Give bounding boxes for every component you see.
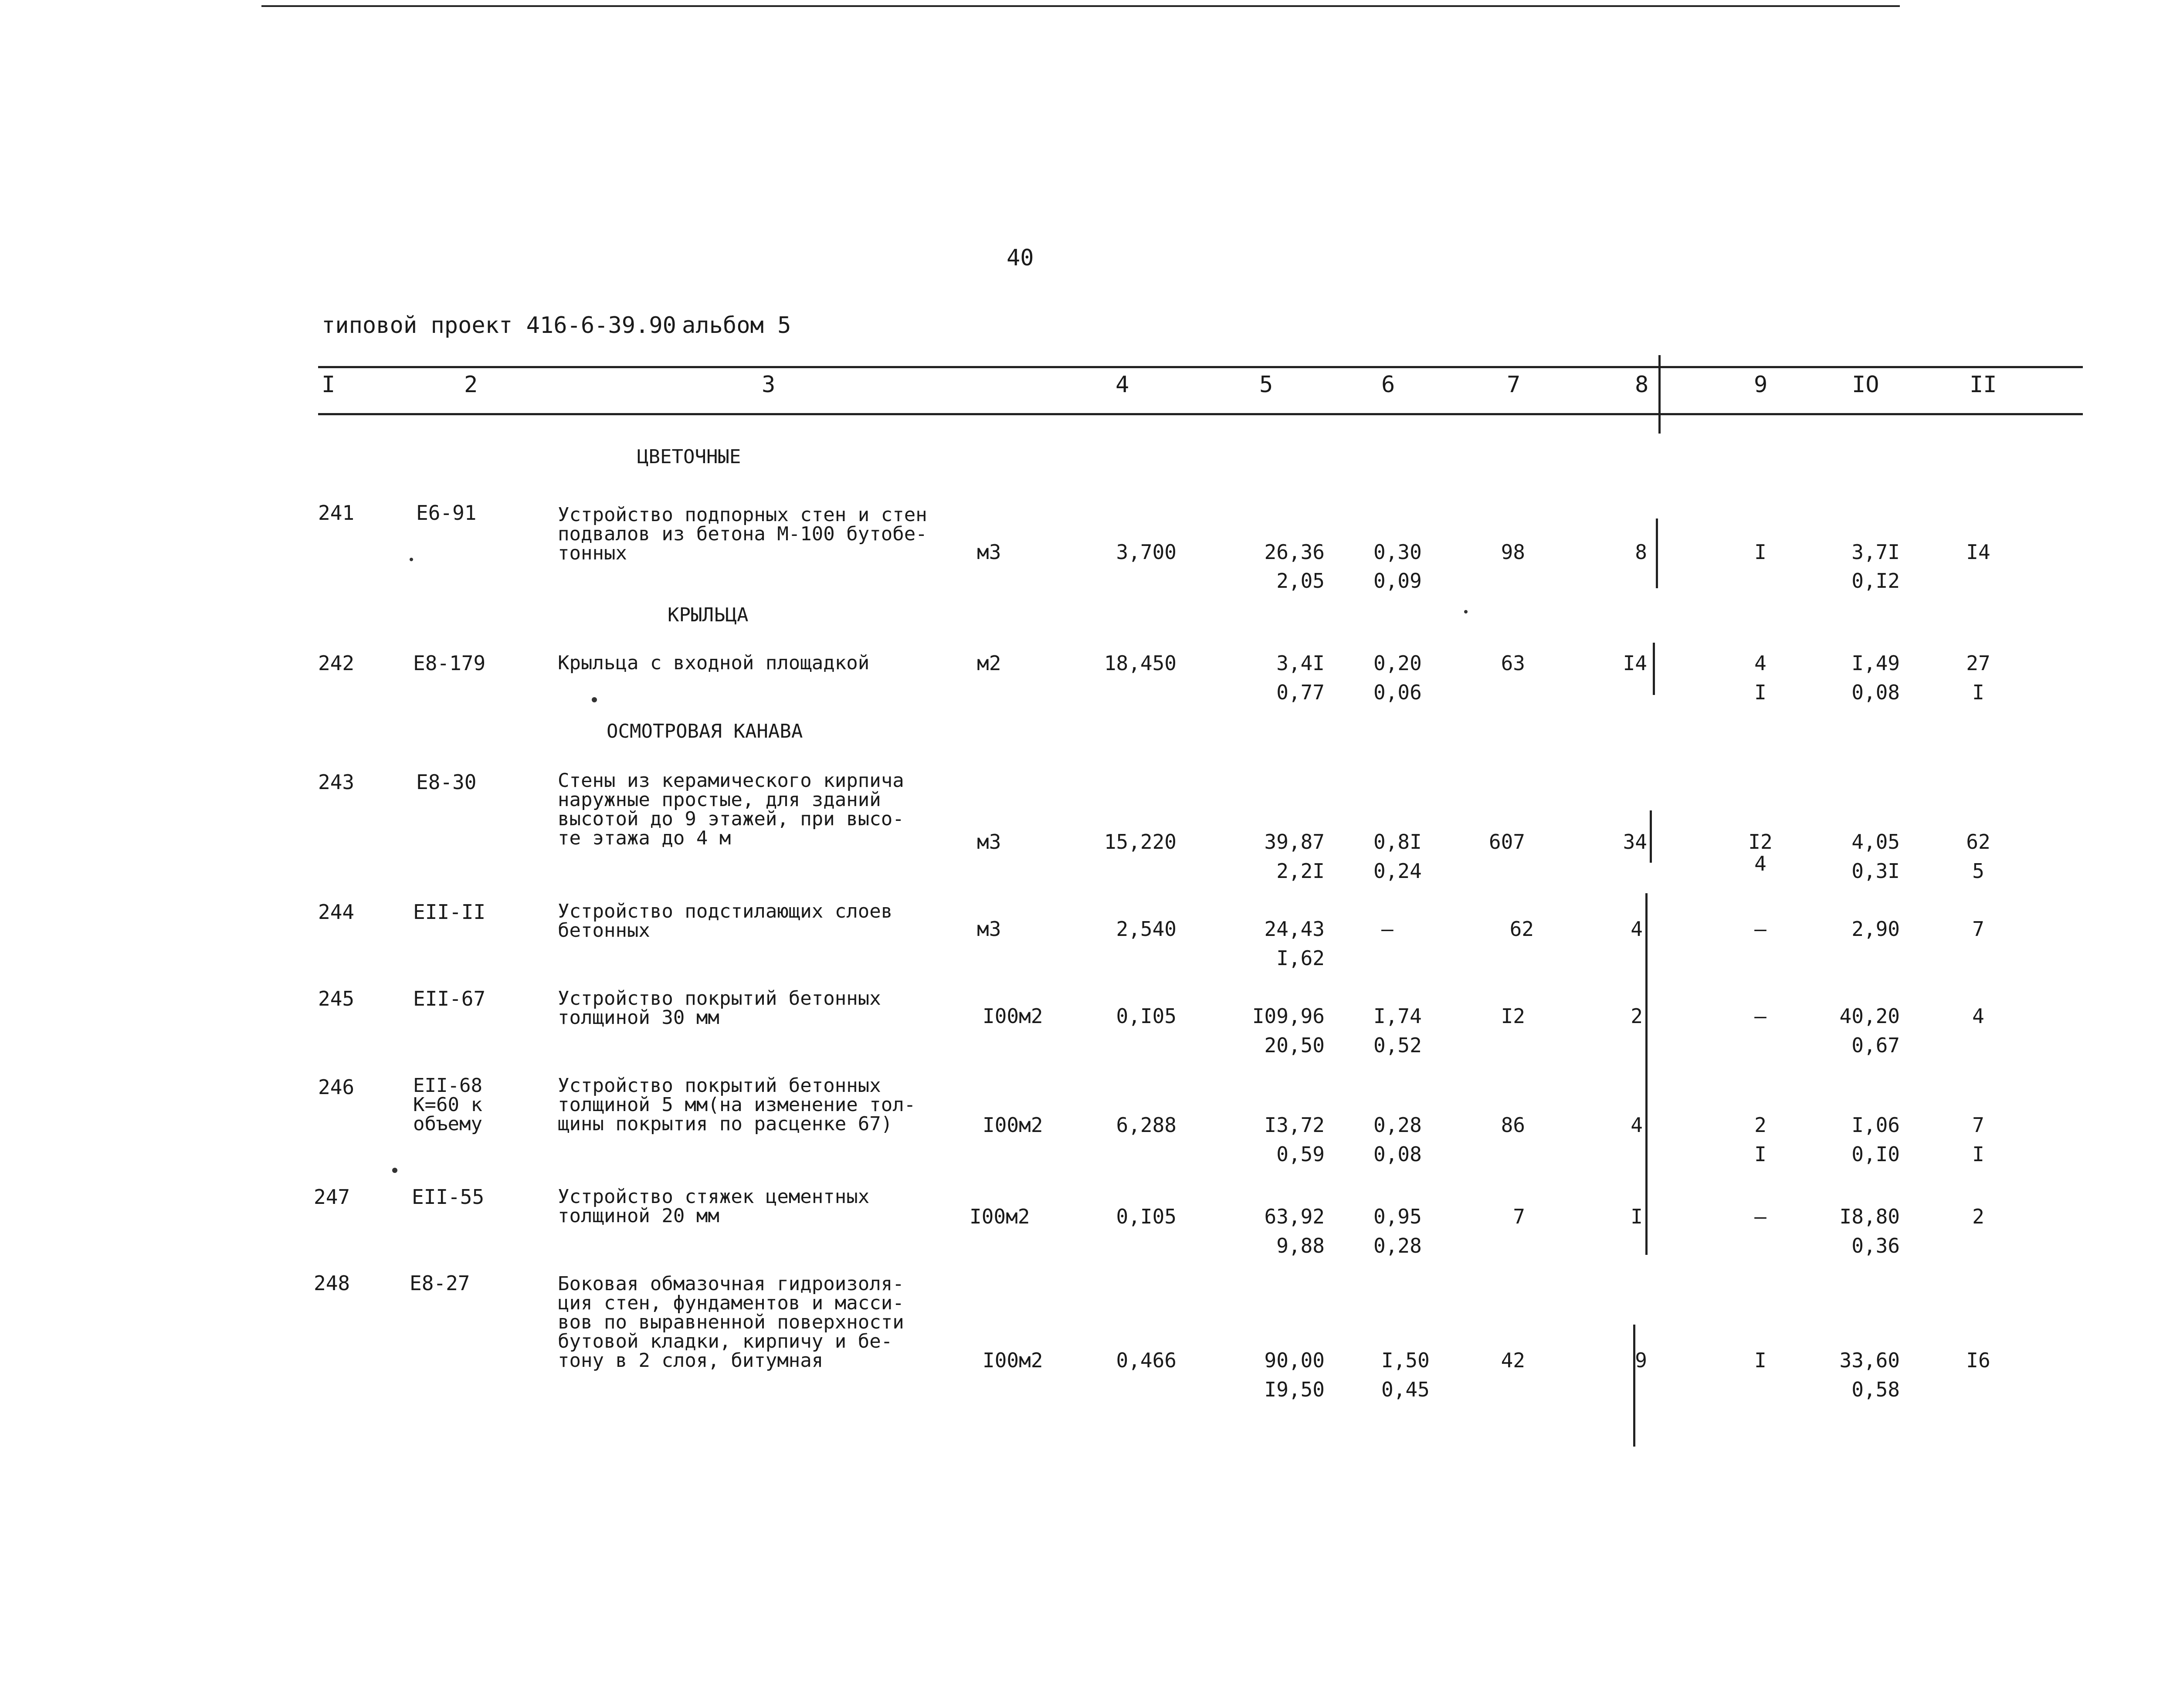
row-code-line: объему [413,1113,482,1135]
row-c11-top: 7 [1972,917,1984,941]
row-c9-bottom: I [1754,1142,1767,1166]
row-description-line: высотой до 9 этажей, при высо- [558,808,904,830]
row-c5-bottom: 0,77 [1276,681,1325,704]
col-divider-241 [1656,518,1658,588]
row-unit: м2 [977,651,1001,675]
row-c5-bottom: 2,2I [1276,859,1325,883]
row-number: 247 [314,1185,350,1209]
row-quantity: 18,450 [1104,651,1177,675]
row-description-line: Устройство подстилающих слоев [558,900,893,922]
row-c7: 42 [1501,1349,1525,1372]
row-description-line: Крыльца с входной площадкой [558,652,870,674]
row-description-line: ция стен, фундаментов и масси- [558,1292,904,1314]
scan-speck [592,697,597,702]
row-c10-top: 3,7I [1851,540,1900,564]
row-c6-top: I,74 [1373,1004,1422,1028]
row-c6-top: 0,30 [1373,540,1422,564]
row-c11-bottom: 5 [1972,859,1984,883]
row-c7: I2 [1501,1004,1525,1028]
row-c6-top: 0,20 [1373,651,1422,675]
row-c10-top: 2,90 [1851,917,1900,941]
scan-speck [392,1168,397,1173]
row-c6-top: 0,28 [1373,1113,1422,1137]
row-description-line: бетонных [558,919,650,942]
page-number: 40 [1007,245,1034,271]
col-header-11: II [1970,372,1997,398]
row-c5-bottom: I,62 [1276,946,1325,970]
row-unit: I00м2 [983,1349,1043,1372]
row-c10-top: 40,20 [1839,1004,1900,1028]
row-c5-bottom: 0,59 [1276,1142,1325,1166]
row-c10-bottom: 0,I0 [1851,1142,1900,1166]
row-c9-top: 4 [1754,651,1767,675]
row-number: 248 [314,1271,350,1295]
row-c10-top: I,06 [1851,1113,1900,1137]
row-c9-bottom: I [1754,681,1767,704]
row-c10-top: 4,05 [1851,830,1900,854]
row-number: 244 [318,900,355,924]
row-c5-top: I09,96 [1252,1004,1325,1028]
row-c8: 4 [1631,917,1643,941]
row-description-line: Устройство стяжек цементных [558,1186,870,1208]
row-description-line: Устройство покрытий бетонных [558,987,881,1010]
row-c10-bottom: 0,I2 [1851,569,1900,593]
row-description-line: тонных [558,542,627,564]
col-header-1: I [322,372,336,398]
row-number: 245 [318,987,355,1010]
scan-speck [410,558,413,561]
row-unit: м3 [977,830,1001,854]
row-c11-top: 62 [1966,830,1990,854]
row-c11-top: I4 [1966,540,1990,564]
row-c7: 98 [1501,540,1525,564]
row-description-line: толщиной 30 мм [558,1006,719,1029]
row-code: Е6-91 [416,501,477,525]
section-title: КРЫЛЬЦА [668,604,749,626]
row-description-line: толщиной 5 мм(на изменение тол- [558,1094,916,1116]
row-c8: 2 [1631,1004,1643,1028]
col-divider-248 [1633,1325,1635,1447]
row-description-line: Стены из керамического кирпича [558,769,904,792]
row-unit: I00м2 [983,1004,1043,1028]
row-description-line: подвалов из бетона М-100 бутобе- [558,523,927,545]
col-header-3: 3 [762,372,776,398]
row-c6-top: – [1381,917,1394,941]
row-c7: 63 [1501,651,1525,675]
scan-speck [1464,610,1468,613]
album-label: альбом 5 [682,312,791,339]
row-quantity: 0,466 [1116,1349,1177,1372]
row-c10-bottom: 0,08 [1851,681,1900,704]
row-c8: I4 [1623,651,1647,675]
row-c8: 4 [1631,1113,1643,1137]
row-c10-bottom: 0,58 [1851,1378,1900,1401]
row-c7: 607 [1488,830,1525,854]
row-c9-top: – [1754,1004,1767,1028]
row-c8: I [1631,1205,1643,1228]
row-code: Е8-30 [416,770,477,794]
row-number: 241 [318,501,355,525]
row-c6-top: 0,8I [1373,830,1422,854]
row-c11-top: 4 [1972,1004,1984,1028]
row-c5-bottom: 2,05 [1276,569,1325,593]
row-c7: 86 [1501,1113,1525,1137]
row-c6-top: 0,95 [1373,1205,1422,1228]
col-header-4: 4 [1116,372,1129,398]
row-unit: м3 [977,917,1001,941]
row-c6-bottom: 0,09 [1373,569,1422,593]
row-c6-top: I,50 [1381,1349,1430,1372]
row-c8: 34 [1623,830,1647,854]
col-divider-244-247 [1645,893,1648,1255]
row-description-line: бутовой кладки, кирпичу и бе- [558,1330,893,1352]
row-c5-top: 26,36 [1264,540,1325,564]
row-c10-bottom: 0,36 [1851,1234,1900,1257]
row-c11-bottom: I [1972,1142,1984,1166]
row-c11-top: 27 [1966,651,1990,675]
row-c10-bottom: 0,3I [1851,859,1900,883]
row-c9-top: I2 [1748,830,1773,854]
row-quantity: 3,700 [1116,540,1177,564]
row-c11-top: 7 [1972,1113,1984,1137]
row-c5-top: 39,87 [1264,830,1325,854]
row-c5-bottom: 9,88 [1276,1234,1325,1257]
row-c5-top: 24,43 [1264,917,1325,941]
col-divider-242 [1653,643,1655,695]
row-description-line: щины покрытия по расценке 67) [558,1113,893,1135]
row-c6-bottom: 0,52 [1373,1034,1422,1057]
row-description-line: тону в 2 слоя, битумная [558,1349,824,1372]
row-c7: 62 [1509,917,1534,941]
row-c8: 9 [1635,1349,1647,1372]
col-header-6: 6 [1381,372,1395,398]
row-c9-top: I [1754,1349,1767,1372]
row-description-line: наружные простые, для зданий [558,789,881,811]
row-description-line: Боковая обмазочная гидроизоля- [558,1273,904,1295]
col-divider-243 [1650,810,1652,863]
row-code: Е8-179 [413,651,486,675]
row-c10-top: 33,60 [1839,1349,1900,1372]
row-c6-bottom: 0,06 [1373,681,1422,704]
top-border-line [261,5,1900,7]
row-c11-top: I6 [1966,1349,1990,1372]
row-c8: 8 [1635,540,1647,564]
row-unit: I00м2 [970,1205,1030,1228]
row-code-line: ЕII-68 [413,1074,482,1097]
row-c5-bottom: 20,50 [1264,1034,1325,1057]
col-header-9: 9 [1754,372,1768,398]
row-c5-top: 63,92 [1264,1205,1325,1228]
row-quantity: 0,I05 [1116,1205,1177,1228]
row-c6-bottom: 0,45 [1381,1378,1430,1401]
row-c11-top: 2 [1972,1205,1984,1228]
row-c9-top: – [1754,1205,1767,1228]
row-c11-bottom: I [1972,681,1984,704]
row-c6-bottom: 0,08 [1373,1142,1422,1166]
col-divider-header [1658,355,1661,434]
col-header-7: 7 [1507,372,1521,398]
row-description-line: Устройство подпорных стен и стен [558,504,927,526]
row-c9-top: I [1754,540,1767,564]
col-header-2: 2 [464,372,478,398]
row-c6-bottom: 0,28 [1373,1234,1422,1257]
row-quantity: 15,220 [1104,830,1177,854]
row-number: 243 [318,770,355,794]
row-c6-bottom: 0,24 [1373,859,1422,883]
row-c10-top: I8,80 [1839,1205,1900,1228]
row-code-line: К=60 к [413,1094,482,1116]
row-code: ЕII-67 [413,987,486,1010]
row-number: 242 [318,651,355,675]
row-number: 246 [318,1075,355,1099]
row-c5-top: 3,4I [1276,651,1325,675]
row-unit: I00м2 [983,1113,1043,1137]
row-c10-bottom: 0,67 [1851,1034,1900,1057]
row-c5-top: 90,00 [1264,1349,1325,1372]
row-unit: м3 [977,540,1001,564]
section-title: ЦВЕТОЧНЫЕ [637,446,741,468]
header-bottom-line [318,413,2083,415]
section-title: ОСМОТРОВАЯ КАНАВА [607,720,803,742]
project-title: типовой проект 416-6-39.90 [322,312,676,339]
row-description-line: те этажа до 4 м [558,827,731,849]
row-c9-top: 2 [1754,1113,1767,1137]
col-header-10: IO [1852,372,1879,398]
row-code: ЕII-II [413,900,486,924]
row-c10-top: I,49 [1851,651,1900,675]
row-c5-top: I3,72 [1264,1113,1325,1137]
row-c5-bottom: I9,50 [1264,1378,1325,1401]
row-description-line: вов по выравненной поверхности [558,1311,904,1333]
row-quantity: 2,540 [1116,917,1177,941]
row-description-line: Устройство покрытий бетонных [558,1074,881,1097]
col-header-8: 8 [1635,372,1649,398]
row-code: Е8-27 [410,1271,470,1295]
row-c9-top: – [1754,917,1767,941]
col-header-5: 5 [1259,372,1273,398]
row-description-line: толщиной 20 мм [558,1205,719,1227]
row-quantity: 0,I05 [1116,1004,1177,1028]
row-quantity: 6,288 [1116,1113,1177,1137]
row-c7: 7 [1513,1205,1525,1228]
row-c9-bottom: 4 [1754,852,1767,875]
row-code: ЕII-55 [412,1185,485,1209]
header-top-line [318,366,2083,368]
